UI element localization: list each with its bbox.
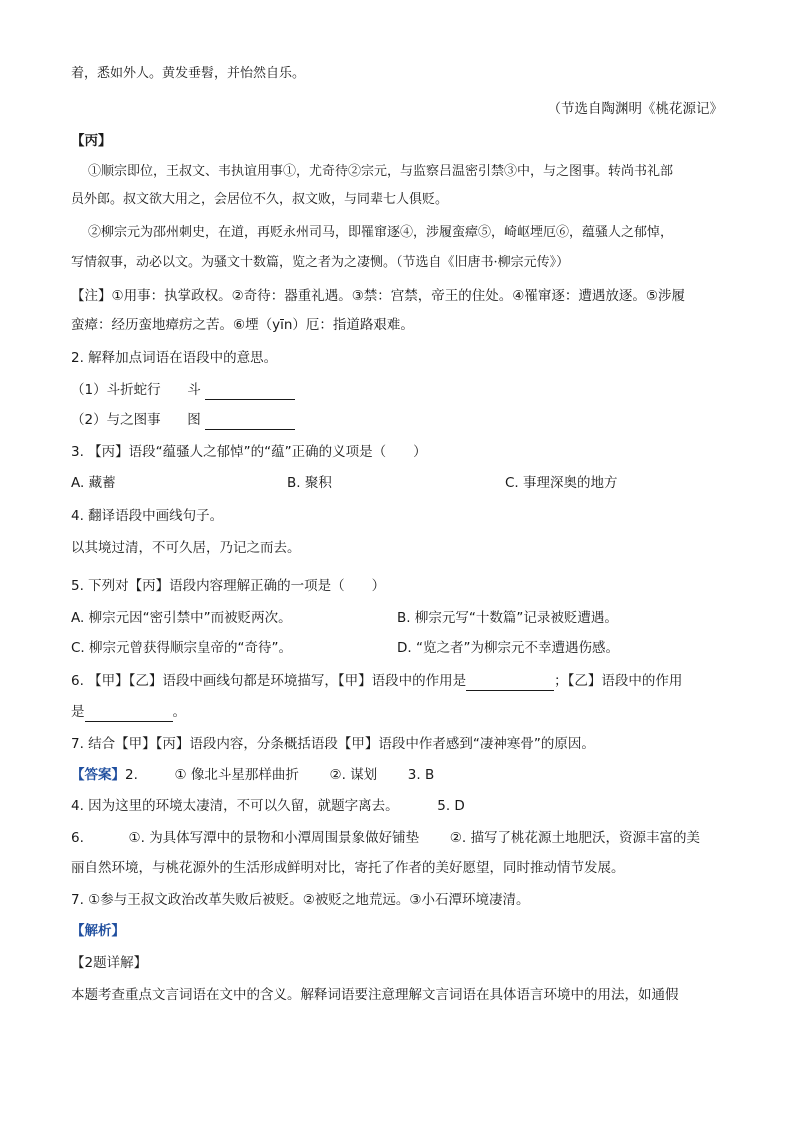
q2-1-word: 斗 xyxy=(187,382,201,398)
note-line1: 【注】①用事：执掌政权。②奇待：器重礼遇。③禁：宫禁，帝王的住处。④罹窜逐：遭遇放逐。⑤涉履 xyxy=(71,288,686,304)
question-5: 5. 下列对【丙】语段内容理解正确的一项是（ ） xyxy=(71,578,386,594)
question-2-1 xyxy=(71,380,723,400)
q6-blank-jia[interactable] xyxy=(466,674,554,691)
answer-label: 【答案】 xyxy=(71,767,125,783)
answer-6-2-a: 描写了桃花源土地肥沃，资源丰富的美 xyxy=(470,830,700,846)
bing-p1-line2: 员外郎。叔文欲大用之，会居位不久，叔文败，与同辈七人俱贬。 xyxy=(71,192,449,207)
question-2: 2. 解释加点词语在语段中的意思。 xyxy=(71,350,278,366)
q4-sentence: 以其境过清，不可久居，乃记之而去。 xyxy=(71,540,301,556)
bing-p2-line2: 写情叙事，动必以文。为骚文十数篇，览之者为之凄恻。（节选自《旧唐书·柳宗元传》） xyxy=(71,255,570,270)
answer-line2 xyxy=(71,796,723,816)
analysis-text: 本题考查重点文言词语在文中的含义。解释词语要注意理解文言词语在具体语言环境中的用法，如通假 xyxy=(71,987,679,1003)
q5-option-d[interactable]: D. “览之者”为柳宗元不幸遭遇伤感。 xyxy=(397,640,619,656)
q2-1-phrase: （1）斗折蛇行 xyxy=(71,382,161,398)
question-6-line2 xyxy=(71,702,723,722)
q6-text-a: 6. 【甲】【乙】语段中画线句都是环境描写，【甲】语段中的作用是 xyxy=(71,673,467,689)
answer-line1 xyxy=(71,765,723,785)
analysis-subheading: 【2题详解】 xyxy=(71,955,148,971)
question-6-line1 xyxy=(71,671,723,691)
bing-title: 【丙】 xyxy=(71,133,112,149)
answer-line4: 丽自然环境，与桃花源外的生活形成鲜明对比，寄托了作者的美好愿望，同时推动情节发展。 xyxy=(71,860,625,876)
answer-6-num: 6. xyxy=(71,830,84,846)
answer-6-1: 为具体写潭中的景物和小潭周围景象做好铺垫 xyxy=(149,830,420,846)
source-yi: （节选自陶渊明《桃花源记》 xyxy=(547,101,723,117)
answer-line3 xyxy=(71,828,723,848)
q2-2-phrase: （2）与之图事 xyxy=(71,412,161,428)
question-7: 7. 结合【甲】【丙】语段内容，分条概括语段【甲】语段中作者感到“凄神寒骨”的原因。 xyxy=(71,736,595,752)
answer-2-1: 像北斗星那样曲折 xyxy=(190,767,299,783)
q2-2-word: 图 xyxy=(187,412,201,428)
q3-option-a[interactable]: A. 藏蓄 xyxy=(71,475,116,491)
q6-text-end: 。 xyxy=(172,704,186,720)
q2-2-answer-blank[interactable] xyxy=(205,413,295,430)
q6-text-pre: 是 xyxy=(71,704,85,720)
q6-text-mid: ；【乙】语段中的作用 xyxy=(554,673,683,689)
question-3: 3. 【丙】语段“蕴骚人之郁悼”的“蕴”正确的义项是（ ） xyxy=(71,444,427,460)
q5-option-a[interactable]: A. 柳宗元因“密引禁中”而被贬两次。 xyxy=(71,610,292,626)
answer-2: 2. xyxy=(125,767,138,783)
note-line2: 蛮瘴：经历蛮地瘴疠之苦。⑥堙（yīn）厄：指道路艰难。 xyxy=(71,317,414,333)
answer-7: 7. ①参与王叔文政治改革失败后被贬。②被贬之地荒远。③小石潭环境凄清。 xyxy=(71,892,530,908)
answer-2-2: 谋划 xyxy=(350,767,378,783)
q5-option-c[interactable]: C. 柳宗元曾获得顺宗皇帝的“奇待”。 xyxy=(71,640,292,656)
question-4: 4. 翻译语段中画线句子。 xyxy=(71,508,224,524)
bing-p1-line1: ①顺宗即位，王叔文、韦执谊用事①，尤奇待②宗元，与监察吕温密引禁③中，与之图事。转尚书礼部 xyxy=(88,164,674,179)
passage-continuation: 着，悉如外人。黄发垂髫，并怡然自乐。 xyxy=(71,66,306,81)
q6-blank-yi[interactable] xyxy=(85,705,173,722)
question-2-2 xyxy=(71,410,723,430)
answer-6-1-num: ①. xyxy=(128,830,145,846)
q3-option-c[interactable]: C. 事理深奥的地方 xyxy=(505,475,618,491)
answer-3: 3. B xyxy=(407,767,435,783)
answer-6-2-num: ②. xyxy=(449,830,467,846)
answer-5: 5. D xyxy=(437,798,465,814)
bing-p2-line1: ②柳宗元为邵州刺史，在道，再贬永州司马，即罹窜逐④，涉履蛮瘴⑤，崎岖堙厄⑥，蕴骚人之郁悼， xyxy=(88,225,674,240)
answer-4: 4. 因为这里的环境太凄清，不可以久留，就题字离去。 xyxy=(71,798,399,814)
q2-1-answer-blank[interactable] xyxy=(205,383,295,400)
q5-option-b[interactable]: B. 柳宗元写“十数篇”记录被贬遭遇。 xyxy=(397,610,618,626)
analysis-label: 【解析】 xyxy=(71,923,125,939)
answer-2-1-num: ① xyxy=(174,767,187,783)
q3-option-b[interactable]: B. 聚积 xyxy=(287,475,332,491)
answer-2-2-num: ②. xyxy=(329,767,346,783)
